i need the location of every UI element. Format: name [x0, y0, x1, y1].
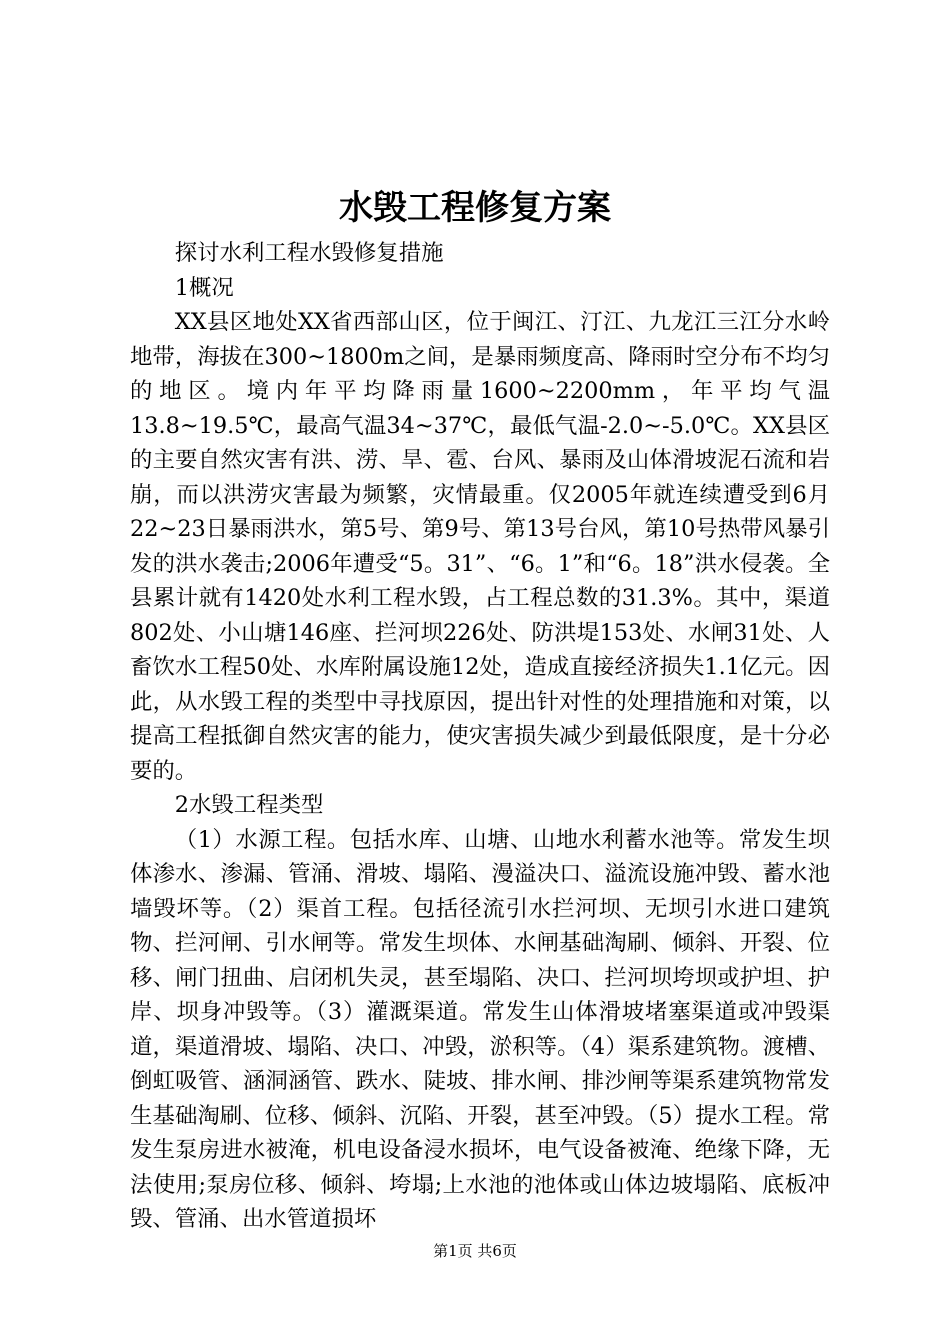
page-footer: 第1页 共6页 — [433, 1242, 517, 1260]
section-heading-overview: 1概况 — [174, 274, 234, 301]
paragraph-damage-types: （1）水源工程。包括水库、山塘、山地水利蓄水池等。常发生坝体渗水、渗漏、管涌、滑坡、塌陷、漫溢决口、溢流设施冲毁、蓄水池墙毁坏等。（2）渠首工程。包括径流引水拦河坝、无坝引水进口建筑物、拦河闸、引水闸等。常发生坝体、水闸基础淘刷、倾斜、开裂、位移、闸门扭曲、启闭机失灵，甚至塌陷、决口、拦河坝垮坝或护坦、护岸、坝身冲毁等。（3）灌溉渠道。常发生山体滑坡堵塞渠道或冲毁渠道，渠道滑坡、塌陷、决口、冲毁，淤积等。（4）渠系建筑物。渡槽、倒虹吸管、涵洞涵管、跌水、陡坡、排水闸、排沙闸等渠系建筑物常发生基础淘刷、位移、倾斜、沉陷、开裂，甚至冲毁。（5）提水工程。常发生泵房进水被淹，机电设备浸水损坏，电气设备被淹、绝缘下降，无法使用;泵房位移、倾斜、垮塌;上水池的池体或山体边坡塌陷、底板冲毁、管涌、出水管道损坏 — [130, 826, 830, 1232]
paragraph-subtitle: 探讨水利工程水毁修复措施 — [174, 240, 444, 266]
page-title: 水毁工程修复方案 — [339, 188, 611, 228]
section-heading-damage-types: 2水毁工程类型 — [174, 792, 324, 818]
paragraph-overview: XX县区地处XX省西部山区，位于闽江、汀江、九龙江三江分水岭地带，海拔在300~1800m之间，是暴雨频度高、降雨时空分布不均匀的地区。境内年平均降雨量1600~2200mm，年平均气温13.8~19.5℃，最高气温34~37℃，最低气温-2.0~-5.0℃。XX县区的主要自然灾害有洪、涝、旱、雹、台风、暴雨及山体滑坡泥石流和岩崩，而以洪涝灾害最为频繁，灾情最重。仅2005年就连续遭受到6月22~23日暴雨洪水，第5号、第9号、第13号台风，第10号热带风暴引发的洪水袭击;2006年遭受“5。31”、“6。1”和“6。18”洪水侵袭。全县累计就有1420处水利工程水毁，占工程总数的31.3%。其中，渠道802处、小山塘146座、拦河坝226处、防洪堤153处、水闸31处、人畜饮水工程50处、水库附属设施12处，造成直接经济损失1.1亿元。因此，从水毁工程的类型中寻找原因，提出针对性的处理措施和对策，以提高工程抵御自然灾害的能力，使灾害损失减少到最低限度，是十分必要的。 — [130, 309, 830, 784]
document-body — [130, 236, 830, 1237]
